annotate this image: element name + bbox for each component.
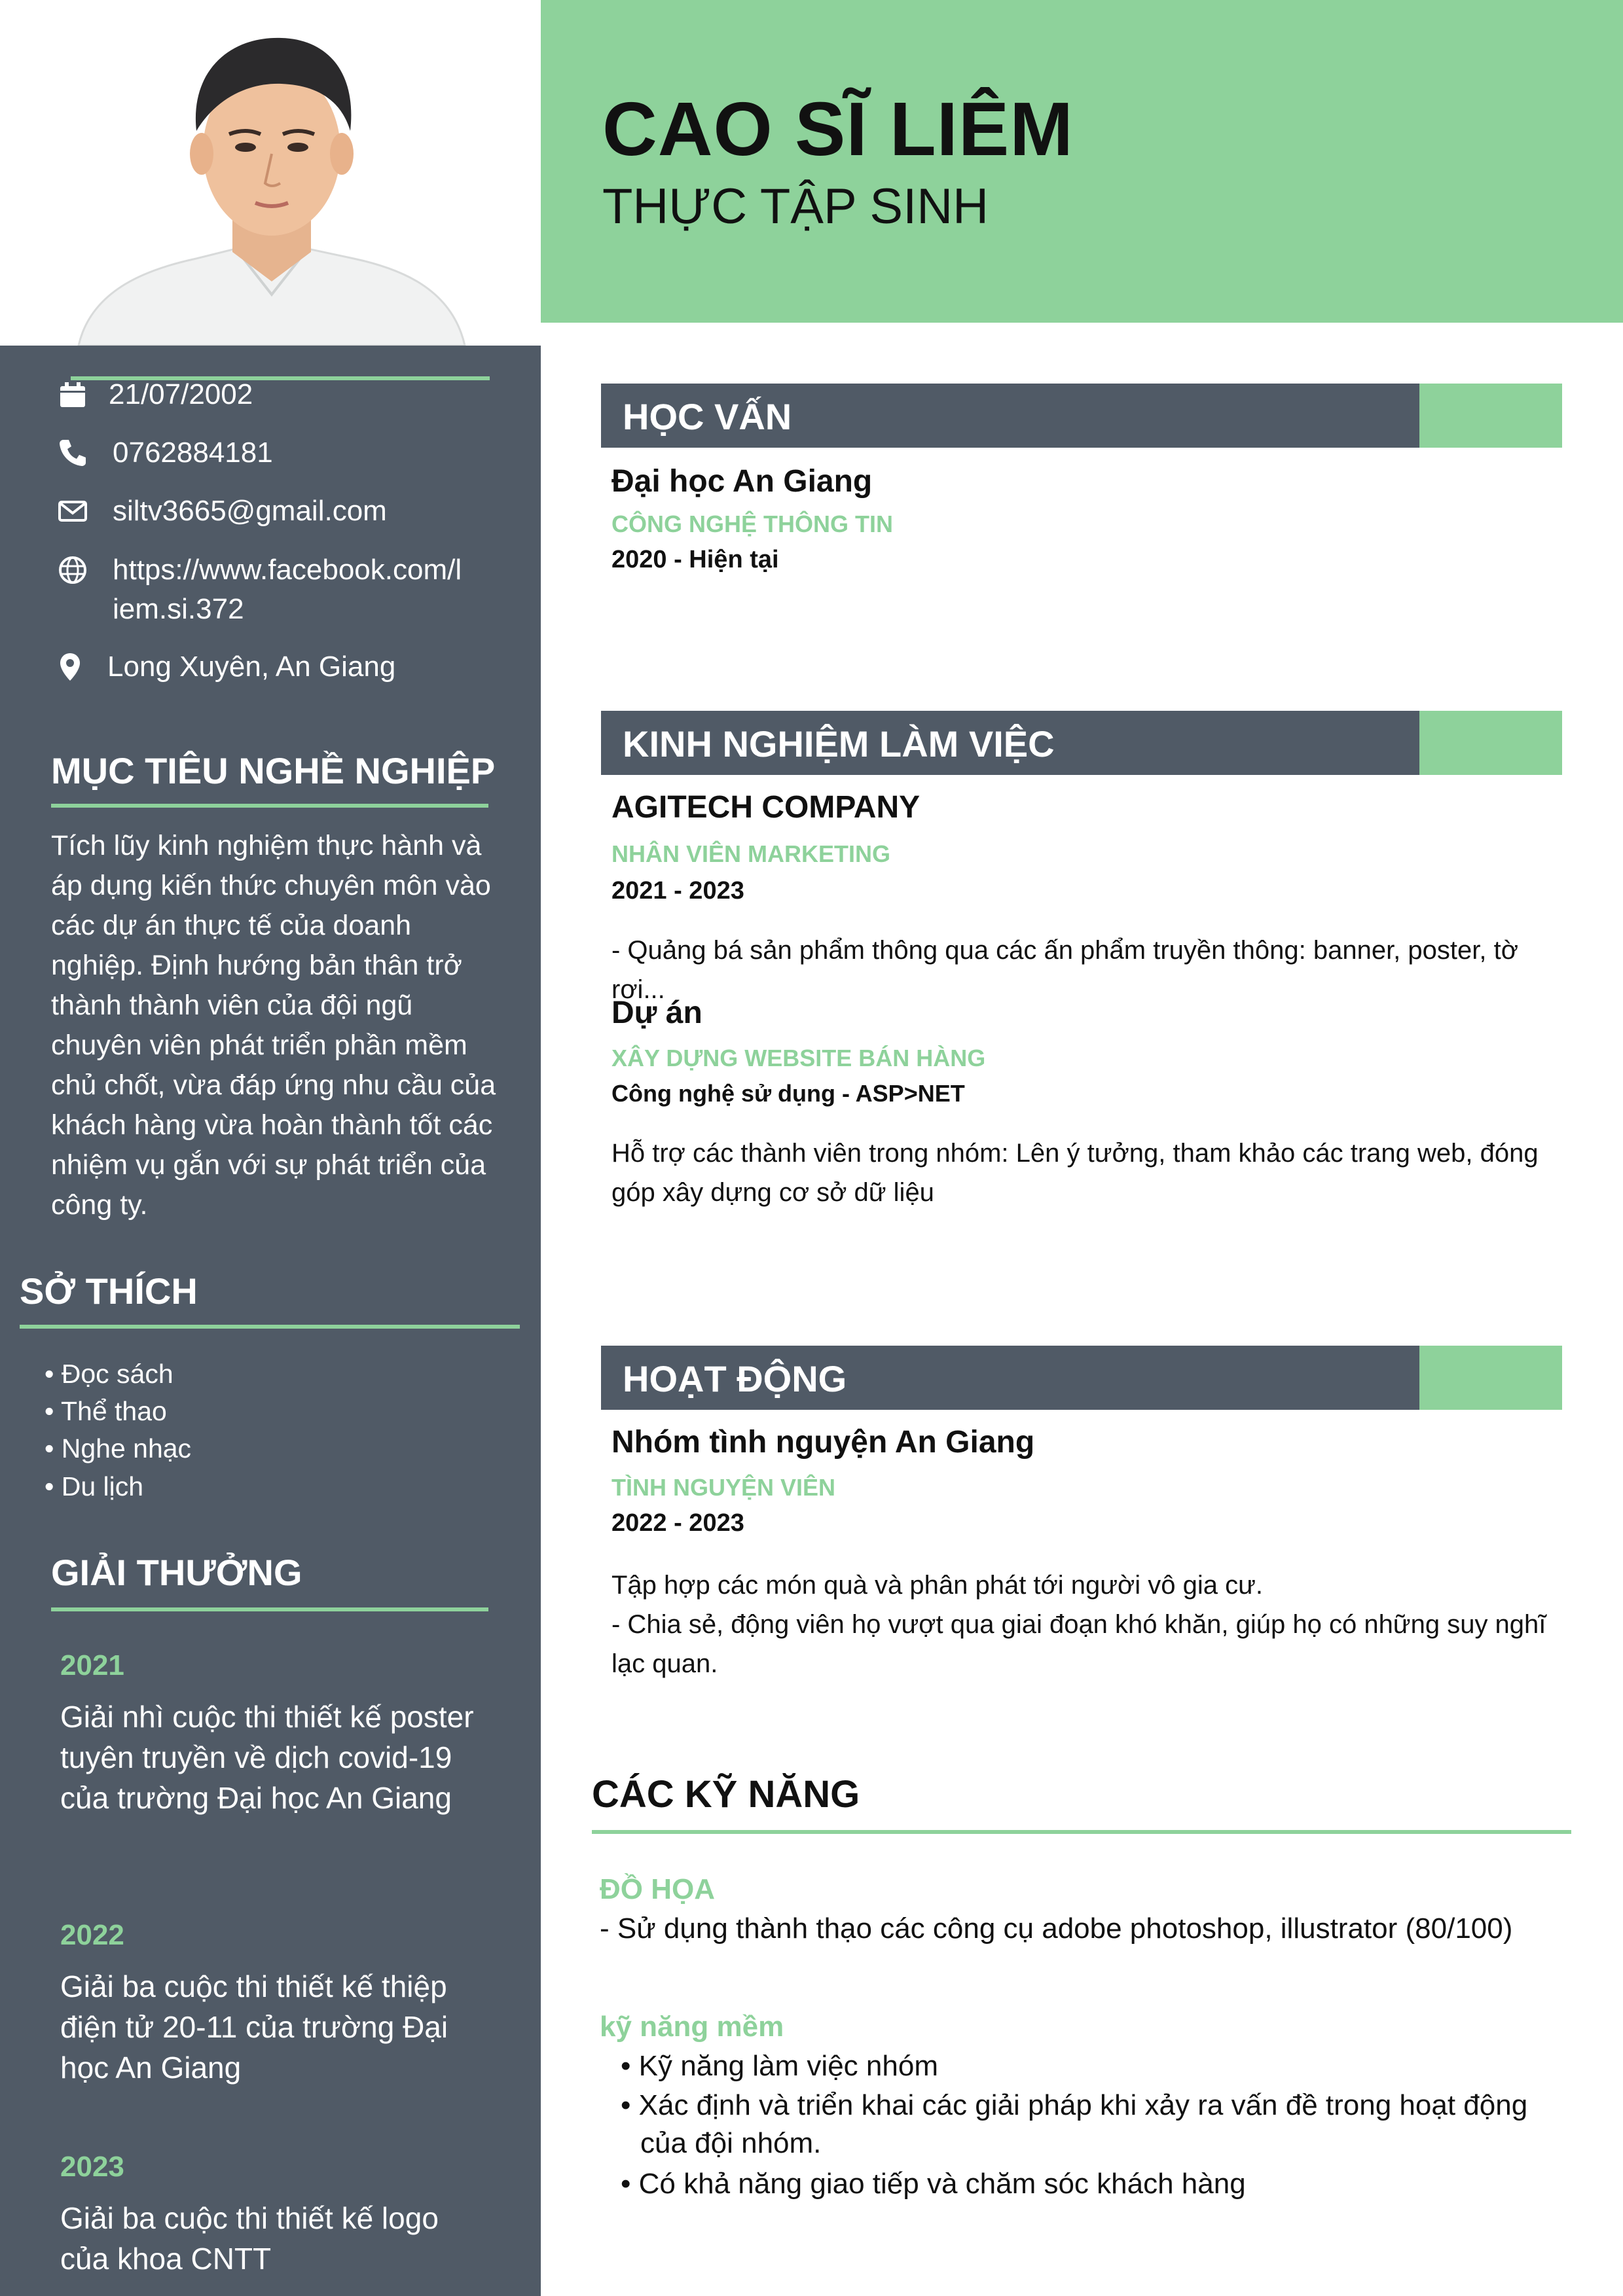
contact-phone: 0762884181 <box>113 437 273 469</box>
experience-position: NHÂN VIÊN MARKETING <box>611 840 891 867</box>
skill-graphics-desc: - Sử dụng thành thạo các công cụ adobe photoshop, illustrator (80/100) <box>600 1912 1513 1945</box>
experience-heading: KINH NGHIỆM LÀM VIỆC <box>623 723 1055 764</box>
project-name: XÂY DỰNG WEBSITE BÁN HÀNG <box>611 1045 986 1071</box>
globe-icon <box>58 555 88 585</box>
objective-heading: MỤC TIÊU NGHỀ NGHIỆP <box>51 750 496 791</box>
hobby-item: • Đọc sách <box>45 1359 173 1389</box>
experience-header-accent <box>1419 711 1562 775</box>
awards-divider <box>51 1607 488 1611</box>
contact-birthday: 21/07/2002 <box>109 378 253 410</box>
hobbies-divider <box>20 1325 520 1329</box>
objective-text: Tích lũy kinh nghiệm thực hành và áp dụng kiến thức chuyên môn vào các dự án thực tế của doanh nghiệp. Định hướng bản thân trở thành thành viên của đội ngũ chuyên viên phát triển phần mềm chủ chốt, vừa đáp ứng nhu cầu của khách hàng vừa hoàn thành tốt các nhiệm vụ gắn với sự phát triển của công ty. <box>51 830 496 1221</box>
activities-role: TÌNH NGUYỆN VIÊN <box>611 1474 836 1501</box>
hobby-item: • Thể thao <box>45 1396 167 1426</box>
project-title: Dự án <box>611 996 702 1030</box>
soft-skill-item: • Có khả năng giao tiếp và chăm sóc khách hàng <box>621 2168 1246 2200</box>
education-school: Đại học An Giang <box>611 464 873 499</box>
contact-address: Long Xuyên, An Giang <box>107 651 396 683</box>
soft-skill-item: • Kỹ năng làm việc nhóm <box>621 2050 938 2082</box>
activities-org: Nhóm tình nguyện An Giang <box>611 1425 1035 1460</box>
experience-company: AGITECH COMPANY <box>611 790 921 825</box>
education-period: 2020 - Hiện tại <box>611 546 779 573</box>
award-text: Giải ba cuộc thi thiết kế logo của khoa CNTT <box>60 2201 439 2276</box>
activities-header-accent <box>1419 1346 1562 1410</box>
skill-graphics-title: ĐỒ HỌA <box>600 1873 715 1905</box>
phone-icon <box>58 437 88 467</box>
skills-divider <box>592 1830 1571 1834</box>
objective-divider <box>51 804 488 808</box>
education-heading: HỌC VẤN <box>623 396 792 437</box>
award-year: 2021 <box>60 1649 124 1681</box>
contact-email: siltv3665@gmail.com <box>113 495 387 527</box>
profile-photo <box>0 0 541 346</box>
award-year: 2023 <box>60 2151 124 2183</box>
experience-description: - Quảng bá sản phẩm thông qua các ấn phẩm truyền thông: banner, poster, tờ rơi... <box>611 936 1518 1004</box>
hobby-item: • Du lịch <box>45 1471 144 1501</box>
hobby-item: • Nghe nhạc <box>45 1433 192 1463</box>
contact-website-line1: https://www.facebook.com/l <box>113 554 462 586</box>
project-tech: Công nghệ sử dụng - ASP>NET <box>611 1080 965 1107</box>
education-major: CÔNG NGHỆ THÔNG TIN <box>611 511 893 537</box>
activities-desc-line2: - Chia sẻ, động viên họ vượt qua giai đoạn khó khăn, giúp họ có những suy nghĩ lạc quan. <box>611 1610 1546 1678</box>
hobbies-heading: SỞ THÍCH <box>20 1270 198 1312</box>
award-year: 2022 <box>60 1919 124 1951</box>
candidate-role: THỰC TẬP SINH <box>602 179 989 234</box>
award-text: Giải ba cuộc thi thiết kế thiệp điện tử 20-11 của trường Đại học An Giang <box>60 1969 448 2085</box>
map-pin-icon <box>55 652 85 682</box>
activities-desc-line1: Tập hợp các món quà và phân phát tới người vô gia cư. <box>611 1571 1264 1600</box>
activities-period: 2022 - 2023 <box>611 1509 744 1537</box>
contact-website-line2: iem.si.372 <box>113 593 244 625</box>
soft-skill-item: • Xác định và triển khai các giải pháp khi xảy ra vấn đề trong hoạt động của đội nhóm. <box>621 2089 1528 2159</box>
skills-heading: CÁC KỸ NĂNG <box>592 1773 860 1816</box>
activities-heading: HOẠT ĐỘNG <box>623 1358 847 1399</box>
skill-soft-title: kỹ năng mềm <box>600 2011 784 2043</box>
email-icon <box>58 496 88 526</box>
experience-period: 2021 - 2023 <box>611 877 744 905</box>
award-text: Giải nhì cuộc thi thiết kế poster tuyên truyền về dịch covid-19 của trường Đại học An Giang <box>60 1700 474 1815</box>
project-description: Hỗ trợ các thành viên trong nhóm: Lên ý tưởng, tham khảo các trang web, đóng góp xây dựng cơ sở dữ liệu <box>611 1139 1539 1207</box>
candidate-name: CAO SĨ LIÊM <box>602 86 1074 171</box>
calendar-icon <box>58 380 88 410</box>
awards-heading: GIẢI THƯỞNG <box>51 1552 302 1593</box>
education-header-accent <box>1419 384 1562 448</box>
